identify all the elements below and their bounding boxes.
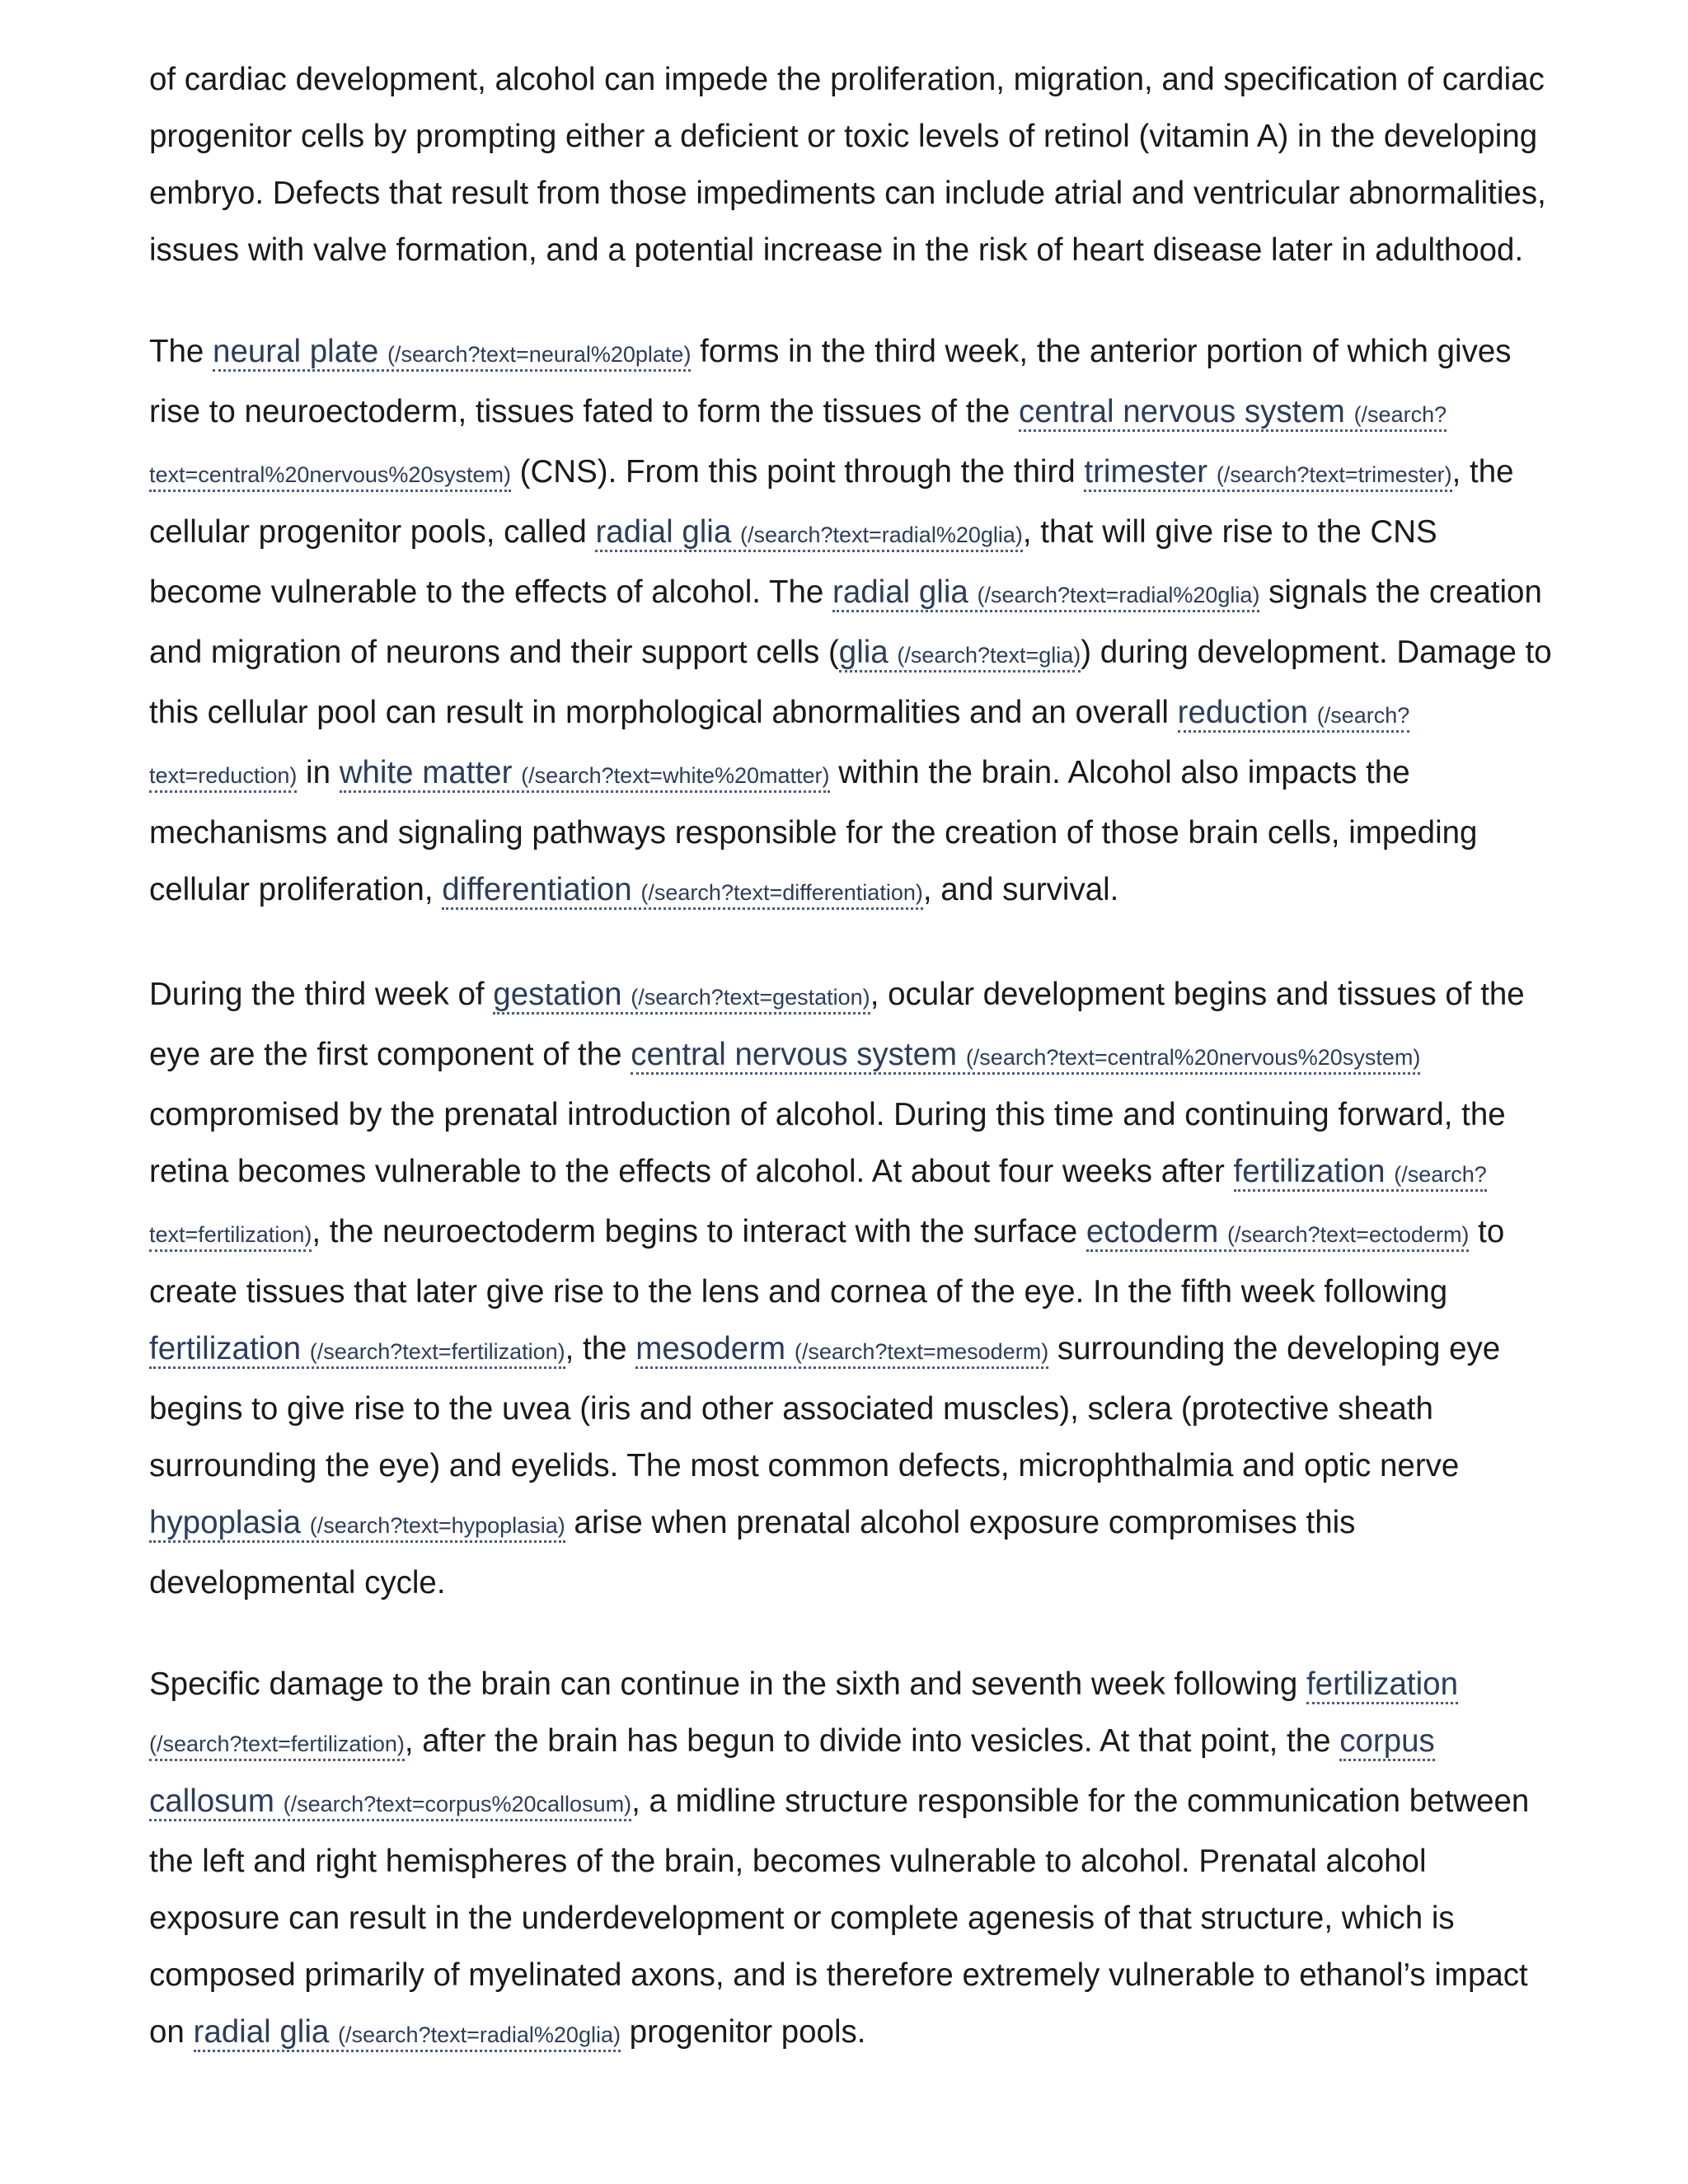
paragraph-text: , the cellular progenitor pools, called [149,454,1514,550]
term-link-url: (/search?text=corpus%20callosum) [283,1792,632,1816]
paragraph-text: During the third week of [149,977,494,1012]
paragraph-text: (CNS). From this point through the third [510,454,1085,490]
paragraph-text: compromised by the prenatal introduction of alcohol. During this time and continuing forward, the retina becomes vulnerable to the effects of alcohol. At about four weeks after [149,1097,1506,1189]
term-link-glia[interactable] [839,635,1081,673]
paragraph-text: progenitor pools. [620,2014,866,2050]
paragraph-text: The [149,334,213,369]
article-body [149,51,1555,2108]
term-link-radial-glia[interactable] [832,574,1259,612]
term-link-url: (/search?text=fertilization) [309,1339,565,1364]
term-link-hypoplasia[interactable] [149,1505,565,1543]
paragraph-text: , and survival. [922,872,1119,907]
term-link-text: radial glia [193,2014,330,2050]
term-link-url: (/search?text=white%20matter) [521,763,830,788]
term-link-text: central nervous system [1019,394,1345,429]
term-link-url: (/search?text=mesoderm) [794,1339,1049,1364]
article-paragraph [149,966,1555,1611]
paragraph-text: , the neuroectoderm begins to interact with the surface [312,1214,1086,1249]
term-link-url: (/search?text=central%20nervous%20system) [149,402,1447,487]
paragraph-text: arise when prenatal alcohol exposure compromises this developmental cycle. [149,1505,1356,1601]
term-link-url: (/search?text=radial%20glia) [977,583,1260,607]
paragraph-text: within the brain. Alcohol also impacts the mechanisms and signaling pathways responsible for the creation of those brain cells, impeding cellular proliferation, [149,755,1478,907]
paragraph-text: , ocular development begins and tissues of the eye are the first component of the [149,977,1525,1072]
term-link-url: (/search?text=fertilization) [149,1162,1487,1247]
term-link-url: (/search?text=gestation) [631,985,870,1010]
term-link-neural-plate[interactable] [213,334,691,372]
term-link-url: (/search?text=fertilization) [149,1732,405,1756]
article-paragraph [149,51,1555,279]
term-link-text: glia [838,635,889,670]
term-link-url: (/search?text=radial%20glia) [338,2022,621,2047]
term-link-ectoderm[interactable] [1086,1214,1470,1252]
term-link-text: white matter [339,755,513,790]
term-link-mesoderm[interactable] [635,1331,1048,1369]
term-link-url: (/search?text=hypoplasia) [309,1513,565,1538]
term-link-text: corpus callosum [149,1723,1435,1819]
term-link-text: fertilization [1306,1666,1459,1702]
term-link-trimester[interactable] [1084,454,1451,492]
term-link-fertilization[interactable] [149,1331,565,1369]
term-link-gestation[interactable] [493,977,870,1015]
term-link-text: central nervous system [631,1037,958,1072]
term-link-radial-glia[interactable] [595,514,1022,552]
term-link-central-nervous-system[interactable] [631,1037,1420,1075]
paragraph-text: in [297,755,340,790]
term-link-text: radial glia [595,514,732,550]
article-paragraph [149,1656,1555,2064]
term-link-text: radial glia [832,574,968,610]
term-link-text: fertilization [149,1331,302,1366]
term-link-text: hypoplasia [149,1505,302,1540]
article-paragraph [149,323,1555,921]
term-link-differentiation[interactable] [442,872,923,910]
paragraph-text: signals the creation and migration of neurons and their support cells ( [149,574,1542,670]
term-link-url: (/search?text=radial%20glia) [739,523,1023,547]
term-link-url: (/search?text=neural%20plate) [387,342,692,367]
term-link-url: (/search?text=reduction) [149,703,1410,788]
paragraph-text: , that will give rise to the CNS become vulnerable to the effects of alcohol. The [149,514,1437,610]
term-link-white-matter[interactable] [340,755,830,793]
term-link-text: mesoderm [635,1331,786,1366]
paragraph-text: surrounding the developing eye begins to give rise to the uvea (iris and other associated muscles), sclera (protective sheath surrounding the eye) and eyelids. The most common defects, microphthalmia and optic nerve [149,1331,1501,1483]
paragraph-text: , the [565,1331,636,1366]
paragraph-text: Specific damage to the brain can continue in the sixth and seventh week following [149,1666,1306,1702]
term-link-url: (/search?text=ectoderm) [1227,1222,1470,1247]
term-link-text: reduction [1177,695,1309,730]
term-link-url: (/search?text=differentiation) [640,880,923,905]
term-link-url: (/search?text=trimester) [1216,462,1452,487]
paragraph-text: of cardiac development, alcohol can impede the proliferation, migration, and specification of cardiac progenitor cells by prompting either a deficient or toxic levels of retinol (vitamin A) in the developing embryo. Defects that result from those impediments can include atrial and ventricular abnormalities, issues with valve formation, and a potential increase in the risk of heart disease later in adulthood. [149,62,1546,268]
term-link-text: trimester [1084,454,1208,490]
term-link-radial-glia[interactable] [194,2014,621,2052]
paragraph-text: ) during development. Damage to this cellular pool can result in morphological abnormalities and an overall [149,635,1552,730]
term-link-text: ectoderm [1085,1214,1219,1249]
term-link-text: fertilization [1233,1154,1386,1189]
paragraph-text: , after the brain has begun to divide into vesicles. At that point, the [404,1723,1340,1759]
paragraph-text: forms in the third week, the anterior portion of which gives rise to neuroectoderm, tissues fated to form the tissues of the [149,334,1512,429]
term-link-text: neural plate [213,334,379,369]
term-link-text: gestation [493,977,622,1012]
term-link-url: (/search?text=central%20nervous%20system) [965,1045,1421,1070]
paragraph-text: , a midline structure responsible for the communication between the left and right hemispheres of the brain, becomes vulnerable to alcohol. Prenatal alcohol exposure can result in the underdevelopment or complete agenesis of that structure, which is composed primarily of myelinated axons, and is therefore extremely vulnerable to ethanol’s impact on [149,1783,1530,2050]
term-link-text: differentiation [442,872,632,907]
paragraph-text: to create tissues that later give rise to the lens and cornea of the eye. In the fifth week following [149,1214,1505,1310]
term-link-url: (/search?text=glia) [897,643,1081,668]
